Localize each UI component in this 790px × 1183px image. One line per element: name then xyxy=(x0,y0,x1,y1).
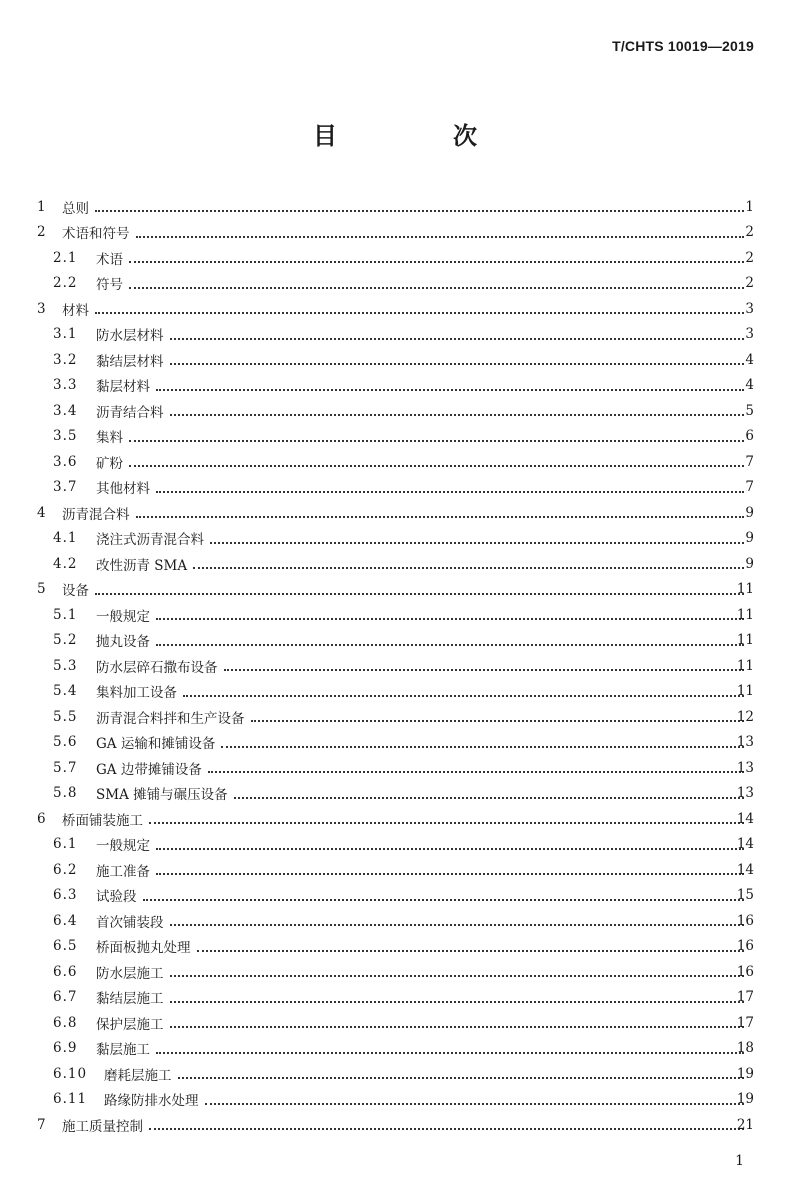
toc-leader-dots xyxy=(170,975,744,977)
toc-entry[interactable] xyxy=(0,832,790,858)
toc-entry-label: 首次铺装段 xyxy=(96,914,164,931)
toc-entry-page: 2 xyxy=(745,224,754,241)
toc-leader-dots xyxy=(156,618,744,620)
toc-entry-page: 6 xyxy=(745,428,754,445)
toc-entry[interactable] xyxy=(0,526,790,552)
toc-entry-page: 14 xyxy=(736,861,754,878)
toc-entry-label: SMA 摊铺与碾压设备 xyxy=(96,787,228,804)
toc-entry[interactable] xyxy=(0,934,790,960)
toc-entry[interactable] xyxy=(0,424,790,450)
toc-entry-label: 术语 xyxy=(96,251,123,268)
toc-entry-number: 3.3 xyxy=(53,377,78,394)
toc-entry-label: 保护层施工 xyxy=(96,1016,164,1033)
toc-entry-number: 3.7 xyxy=(53,479,78,496)
toc-entry[interactable] xyxy=(0,959,790,985)
toc-entry-page: 5 xyxy=(745,402,754,419)
toc-leader-dots xyxy=(178,1077,744,1079)
toc-entry-number: 3.6 xyxy=(53,453,78,470)
toc-entry-page: 11 xyxy=(736,657,754,674)
toc-leader-dots xyxy=(170,1001,744,1003)
toc-entry-number: 5.5 xyxy=(53,708,78,725)
toc-entry-number: 5 xyxy=(37,581,46,598)
toc-entry-label: 桥面板抛丸处理 xyxy=(96,940,191,957)
toc-entry[interactable] xyxy=(0,373,790,399)
toc-entry-label: GA 边带摊铺设备 xyxy=(96,761,202,778)
toc-leader-dots xyxy=(156,644,744,646)
toc-entry-page: 9 xyxy=(745,555,754,572)
toc-entry-number: 4 xyxy=(37,504,46,521)
toc-entry-number: 6.11 xyxy=(53,1091,88,1108)
toc-leader-dots xyxy=(170,1026,744,1028)
toc-leader-dots xyxy=(129,261,744,263)
toc-entry-number: 6.7 xyxy=(53,989,78,1006)
toc-entry[interactable] xyxy=(0,296,790,322)
toc-leader-dots xyxy=(208,771,744,773)
toc-leader-dots xyxy=(129,440,744,442)
toc-leader-dots xyxy=(221,746,744,748)
toc-entry-number: 5.6 xyxy=(53,734,78,751)
page-title: 目 次 xyxy=(313,122,523,150)
toc-entry[interactable] xyxy=(0,653,790,679)
toc-entry-page: 14 xyxy=(736,836,754,853)
toc-leader-dots xyxy=(234,797,744,799)
toc-leader-dots xyxy=(210,542,744,544)
toc-entry-label: 施工准备 xyxy=(96,863,150,880)
toc-entry-label: 施工质量控制 xyxy=(62,1118,143,1135)
toc-entry-page: 15 xyxy=(736,887,754,904)
toc-entry-label: 防水层材料 xyxy=(96,328,164,345)
toc-leader-dots xyxy=(95,312,744,314)
toc-entry[interactable] xyxy=(0,985,790,1011)
toc-entry-page: 19 xyxy=(736,1065,754,1082)
toc-entry-page: 4 xyxy=(745,351,754,368)
toc-entry[interactable] xyxy=(0,1010,790,1036)
toc-entry-number: 3.5 xyxy=(53,428,78,445)
toc-leader-dots xyxy=(251,720,744,722)
toc-entry-number: 3.4 xyxy=(53,402,78,419)
toc-entry-number: 6.4 xyxy=(53,912,78,929)
toc-entry-number: 2.2 xyxy=(53,275,78,292)
toc-leader-dots xyxy=(197,950,744,952)
toc-entry-label: 其他材料 xyxy=(96,481,150,498)
toc-entry-page: 4 xyxy=(745,377,754,394)
toc-entry-page: 11 xyxy=(736,632,754,649)
toc-entry-label: 一般规定 xyxy=(96,608,150,625)
toc-entry-label: 路缘防排水处理 xyxy=(104,1093,199,1110)
toc-entry-page: 13 xyxy=(736,785,754,802)
toc-leader-dots xyxy=(149,1128,744,1130)
toc-entry-page: 14 xyxy=(736,810,754,827)
toc-leader-dots xyxy=(156,848,744,850)
toc-entry-number: 3.1 xyxy=(53,326,78,343)
toc-entry-page: 7 xyxy=(745,479,754,496)
toc-entry-page: 9 xyxy=(745,504,754,521)
toc-entry-page: 3 xyxy=(745,300,754,317)
toc-leader-dots xyxy=(183,695,744,697)
toc-leader-dots xyxy=(170,338,744,340)
toc-entry-label: 磨耗层施工 xyxy=(104,1067,172,1084)
toc-entry[interactable] xyxy=(0,806,790,832)
toc-entry-label: 黏结层施工 xyxy=(96,991,164,1008)
toc-entry-label: 改性沥青 SMA xyxy=(96,557,188,574)
toc-entry-page: 2 xyxy=(745,275,754,292)
toc-entry-page: 2 xyxy=(745,249,754,266)
toc-entry-label: 沥青结合料 xyxy=(96,404,164,421)
toc-entry-number: 6.10 xyxy=(53,1065,88,1082)
toc-entry[interactable] xyxy=(0,1112,790,1138)
toc-entry-number: 5.1 xyxy=(53,606,78,623)
toc-entry[interactable] xyxy=(0,1061,790,1087)
toc-entry-page: 18 xyxy=(736,1040,754,1057)
toc-entry-number: 1 xyxy=(37,198,46,215)
toc-entry-label: 浇注式沥青混合料 xyxy=(96,532,204,549)
toc-leader-dots xyxy=(156,873,744,875)
toc-entry-label: 材料 xyxy=(62,302,89,319)
toc-entry-label: 一般规定 xyxy=(96,838,150,855)
standard-code: T/CHTS 10019—2019 xyxy=(612,38,754,54)
toc-entry-page: 7 xyxy=(745,453,754,470)
toc-entry-label: 黏结层材料 xyxy=(96,353,164,370)
toc-entry-page: 1 xyxy=(745,198,754,215)
table-of-contents xyxy=(0,194,790,1138)
toc-entry-label: 沥青混合料拌和生产设备 xyxy=(96,710,245,727)
toc-leader-dots xyxy=(170,363,744,365)
toc-leader-dots xyxy=(95,210,744,212)
toc-entry-label: 黏层施工 xyxy=(96,1042,150,1059)
toc-entry-label: 沥青混合料 xyxy=(62,506,130,523)
toc-entry-number: 5.8 xyxy=(53,785,78,802)
toc-entry-page: 17 xyxy=(736,1014,754,1031)
toc-entry-page: 19 xyxy=(736,1091,754,1108)
toc-entry-page: 13 xyxy=(736,734,754,751)
toc-entry-page: 21 xyxy=(736,1116,754,1133)
toc-entry[interactable] xyxy=(0,1036,790,1062)
toc-entry[interactable] xyxy=(0,1087,790,1113)
toc-entry[interactable] xyxy=(0,730,790,756)
toc-leader-dots xyxy=(170,414,744,416)
toc-entry-number: 6.9 xyxy=(53,1040,78,1057)
toc-entry-label: 桥面铺装施工 xyxy=(62,812,143,829)
toc-entry-number: 6.3 xyxy=(53,887,78,904)
toc-leader-dots xyxy=(193,567,744,569)
toc-leader-dots xyxy=(136,516,744,518)
toc-entry[interactable] xyxy=(0,475,790,501)
toc-leader-dots xyxy=(156,1052,744,1054)
toc-entry[interactable] xyxy=(0,347,790,373)
toc-entry[interactable] xyxy=(0,602,790,628)
toc-entry[interactable] xyxy=(0,500,790,526)
toc-leader-dots xyxy=(95,593,744,595)
toc-entry[interactable] xyxy=(0,220,790,246)
toc-entry-label: 防水层碎石撒布设备 xyxy=(96,659,218,676)
toc-leader-dots xyxy=(205,1103,744,1105)
toc-entry[interactable] xyxy=(0,577,790,603)
toc-entry-page: 11 xyxy=(736,581,754,598)
toc-entry-page: 12 xyxy=(736,708,754,725)
toc-entry[interactable] xyxy=(0,781,790,807)
toc-entry-number: 6.6 xyxy=(53,963,78,980)
toc-leader-dots xyxy=(149,822,744,824)
toc-entry-page: 11 xyxy=(736,606,754,623)
toc-entry-page: 16 xyxy=(736,963,754,980)
toc-entry-number: 5.7 xyxy=(53,759,78,776)
toc-entry-page: 11 xyxy=(736,683,754,700)
toc-leader-dots xyxy=(129,287,744,289)
toc-entry-page: 3 xyxy=(745,326,754,343)
toc-entry-label: 设备 xyxy=(62,583,89,600)
toc-entry-label: GA 运输和摊铺设备 xyxy=(96,736,216,753)
toc-entry-number: 6 xyxy=(37,810,46,827)
toc-entry-number: 6.8 xyxy=(53,1014,78,1031)
toc-entry[interactable] xyxy=(0,271,790,297)
toc-entry[interactable] xyxy=(0,194,790,220)
page-number: 1 xyxy=(735,1153,744,1169)
toc-entry-number: 7 xyxy=(37,1116,46,1133)
toc-entry-number: 6.5 xyxy=(53,938,78,955)
toc-entry[interactable] xyxy=(0,755,790,781)
toc-entry-number: 4.2 xyxy=(53,555,78,572)
toc-entry-number: 3.2 xyxy=(53,351,78,368)
toc-entry[interactable] xyxy=(0,551,790,577)
toc-entry[interactable] xyxy=(0,628,790,654)
toc-leader-dots xyxy=(156,389,744,391)
toc-entry-label: 总则 xyxy=(62,200,89,217)
toc-entry-label: 符号 xyxy=(96,277,123,294)
toc-entry[interactable] xyxy=(0,883,790,909)
toc-entry-number: 2 xyxy=(37,224,46,241)
toc-leader-dots xyxy=(129,465,744,467)
toc-entry-page: 9 xyxy=(745,530,754,547)
toc-entry[interactable] xyxy=(0,398,790,424)
toc-leader-dots xyxy=(156,491,744,493)
toc-leader-dots xyxy=(224,669,744,671)
toc-entry-number: 3 xyxy=(37,300,46,317)
toc-entry-number: 4.1 xyxy=(53,530,78,547)
toc-entry[interactable] xyxy=(0,704,790,730)
toc-entry-page: 17 xyxy=(736,989,754,1006)
toc-entry-label: 抛丸设备 xyxy=(96,634,150,651)
toc-entry-label: 术语和符号 xyxy=(62,226,130,243)
toc-entry[interactable] xyxy=(0,908,790,934)
toc-entry-number: 6.1 xyxy=(53,836,78,853)
toc-entry[interactable] xyxy=(0,679,790,705)
toc-entry-label: 集料 xyxy=(96,430,123,447)
toc-entry-page: 16 xyxy=(736,938,754,955)
toc-entry[interactable] xyxy=(0,245,790,271)
toc-leader-dots xyxy=(136,236,744,238)
toc-entry[interactable] xyxy=(0,857,790,883)
toc-entry-number: 5.2 xyxy=(53,632,78,649)
toc-leader-dots xyxy=(143,899,744,901)
toc-entry[interactable] xyxy=(0,449,790,475)
toc-entry-number: 5.3 xyxy=(53,657,78,674)
toc-entry-number: 5.4 xyxy=(53,683,78,700)
toc-entry-label: 防水层施工 xyxy=(96,965,164,982)
toc-leader-dots xyxy=(170,924,744,926)
toc-entry-page: 13 xyxy=(736,759,754,776)
toc-entry-number: 2.1 xyxy=(53,249,78,266)
toc-entry-page: 16 xyxy=(736,912,754,929)
toc-entry-label: 试验段 xyxy=(96,889,137,906)
toc-entry[interactable] xyxy=(0,322,790,348)
toc-entry-label: 集料加工设备 xyxy=(96,685,177,702)
toc-entry-label: 黏层材料 xyxy=(96,379,150,396)
toc-entry-label: 矿粉 xyxy=(96,455,123,472)
toc-entry-number: 6.2 xyxy=(53,861,78,878)
